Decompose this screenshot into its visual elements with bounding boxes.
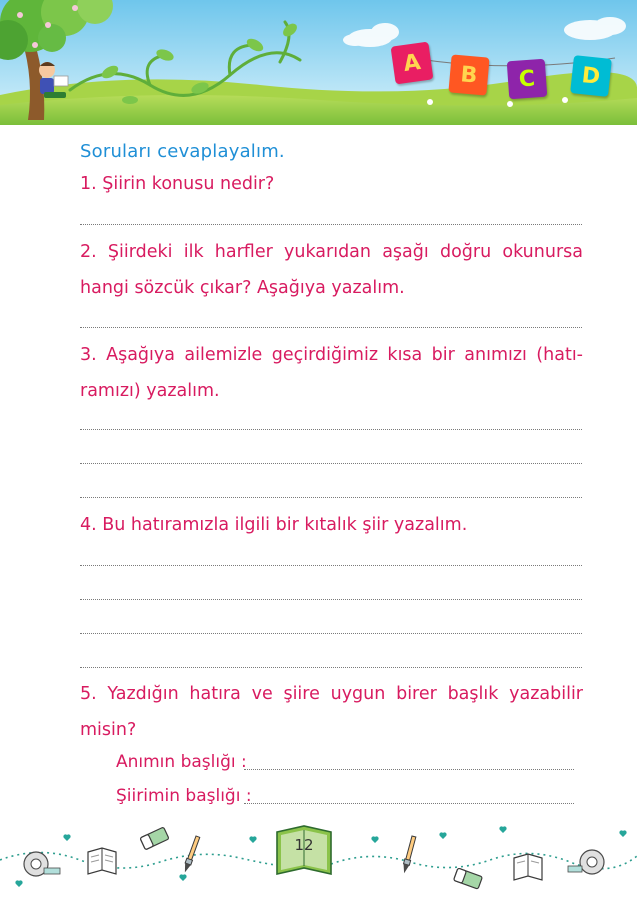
question-4-text: 4. Bu hatıramızla ilgili bir kıtalık şiir yazalım.	[80, 515, 468, 535]
answer-line-3b[interactable]	[80, 463, 582, 464]
poem-title-label: Şiirimin başlığı :	[116, 786, 252, 806]
worksheet-heading: Soruları cevaplayalım.	[80, 141, 285, 162]
memory-title-label: Anımın başlığı :	[116, 752, 247, 772]
answer-line-4d[interactable]	[80, 667, 582, 668]
footer-border-svg	[0, 820, 637, 900]
paintbrush-icon	[182, 836, 201, 874]
poem-title-field[interactable]	[244, 803, 574, 804]
answer-line-3c[interactable]	[80, 497, 582, 498]
question-1-text: 1. Şiirin konusu nedir?	[80, 174, 275, 194]
question-5-line-1: 5. Yazdığın hatıra ve şiire uygun birer başlık yazabilir	[80, 684, 583, 704]
question-4	[80, 507, 583, 543]
page-number: 12	[294, 836, 314, 854]
question-2	[80, 234, 583, 306]
paintbrush-icon	[401, 836, 417, 874]
question-2-line-2: hangi sözcük çıkar? Aşağıya yazalım.	[80, 278, 405, 298]
answer-line-4a[interactable]	[80, 565, 582, 566]
letter-b: B	[459, 61, 479, 89]
footer-decoration	[0, 820, 637, 900]
eraser-icon	[140, 827, 169, 850]
answer-line-4c[interactable]	[80, 633, 582, 634]
letter-a: A	[401, 49, 423, 77]
question-3-line-2: ramızı) yazalım.	[80, 381, 220, 401]
answer-line-1[interactable]	[80, 224, 582, 225]
tape-icon	[568, 850, 604, 874]
book-icon	[88, 848, 116, 874]
memory-title-field[interactable]	[244, 769, 574, 770]
answer-line-2[interactable]	[80, 327, 582, 328]
question-5	[80, 676, 583, 748]
book-icon	[514, 854, 542, 880]
question-3-line-1: 3. Aşağıya ailemizle geçirdiğimiz kısa bir anımızı (hatı-	[80, 345, 583, 365]
letter-d: D	[580, 62, 602, 90]
question-5-line-2: misin?	[80, 720, 137, 740]
question-1	[80, 166, 583, 202]
answer-line-3a[interactable]	[80, 429, 582, 430]
question-3	[80, 337, 583, 409]
eraser-icon	[454, 868, 483, 889]
question-2-line-1: 2. Şiirdeki ilk harfler yukarıdan aşağı doğru okunursa	[80, 242, 583, 262]
tape-icon	[24, 852, 60, 876]
letter-c: C	[518, 65, 536, 93]
answer-line-4b[interactable]	[80, 599, 582, 600]
